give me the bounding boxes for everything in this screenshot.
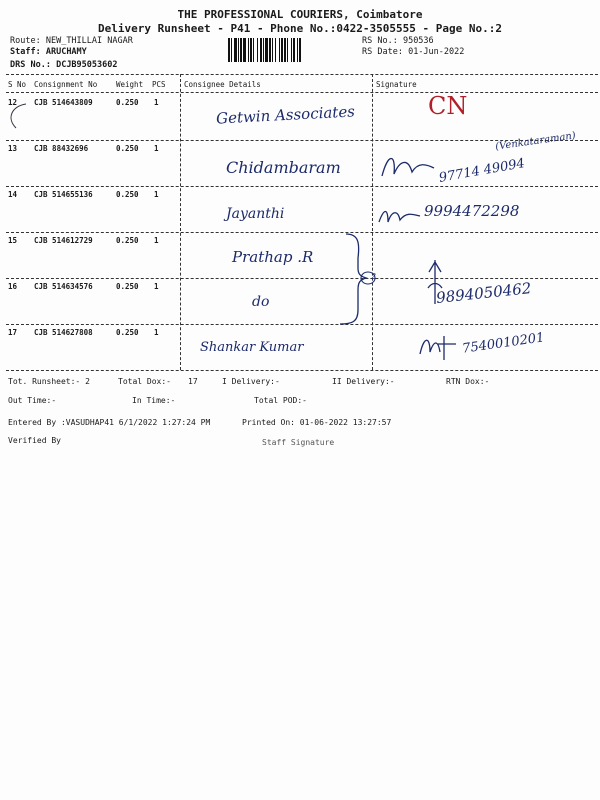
col-pcs: PCS	[152, 80, 166, 89]
row-consignment: CJB 514643809	[34, 98, 93, 107]
row-rule	[6, 186, 598, 187]
row-consignee-handwritten: Jayanthi	[226, 206, 285, 222]
signature-scribble	[416, 330, 466, 364]
bracket-number: 2	[371, 272, 377, 281]
col-consignee: Consignee Details	[184, 80, 261, 89]
row-sno: 14	[8, 190, 18, 199]
drs-label: DRS No.:	[10, 60, 51, 70]
staff-signature: Staff Signature	[262, 438, 335, 447]
col-weight: Weight	[116, 80, 144, 89]
total-dox-label: Total Dox:-	[118, 377, 171, 386]
runsheet-subtitle: Delivery Runsheet - P41 - Phone No.:0422-3505555 - Page No.:2	[98, 22, 502, 35]
row-consignee-handwritten: do	[252, 294, 270, 310]
ii-delivery: II Delivery:-	[332, 377, 395, 386]
row-pcs: 1	[154, 236, 159, 245]
row-weight: 0.250	[116, 282, 139, 291]
row-phone-handwritten: 9894050462	[435, 279, 533, 307]
drs-value: DCJB95053602	[56, 60, 118, 70]
row-sno: 12	[8, 98, 18, 107]
printed-on: Printed On: 01-06-2022 13:27:57	[242, 418, 392, 427]
staff-label: Staff:	[10, 47, 41, 57]
row-signature-name: (Venkataraman)	[494, 130, 577, 153]
in-time: In Time:-	[132, 396, 176, 405]
table-header-rule	[6, 92, 598, 93]
col-signature: Signature	[376, 80, 417, 89]
col-sno: S No	[8, 80, 27, 89]
signature-scribble	[376, 202, 424, 230]
row-consignment: CJB 514627808	[34, 328, 93, 337]
row-pcs: 1	[154, 190, 159, 199]
out-time: Out Time:-	[8, 396, 57, 405]
rtn-dox: RTN Dox:-	[446, 377, 490, 386]
rs-date-line	[362, 47, 464, 57]
row-sno: 17	[8, 328, 18, 337]
row-phone-handwritten: 7540010201	[461, 330, 546, 357]
row-sno: 15	[8, 236, 18, 245]
signature-scribble	[378, 148, 438, 184]
rs-no-label: RS No.:	[362, 36, 398, 46]
row-weight: 0.250	[116, 328, 139, 337]
rs-date-value: 01-Jun-2022	[408, 47, 465, 57]
tot-runsheet: Tot. Runsheet:- 2	[8, 377, 90, 386]
rs-no-line	[362, 36, 434, 46]
row-consignee-handwritten: Prathap .R	[232, 248, 314, 266]
total-pod: Total POD:-	[254, 396, 307, 405]
row-consignee-handwritten: Chidambaram	[226, 158, 341, 177]
row-consignment: CJB 514612729	[34, 236, 93, 245]
col-consignment: Consignment No	[34, 80, 98, 89]
column-divider	[180, 74, 181, 370]
row-phone-handwritten: 97714 49094	[437, 156, 526, 186]
row-weight: 0.250	[116, 144, 139, 153]
row-rule	[6, 324, 598, 325]
company-title: THE PROFESSIONAL COURIERS, Coimbatore	[177, 8, 423, 21]
pen-mark	[4, 100, 34, 134]
i-delivery: I Delivery:-	[222, 377, 280, 386]
barcode	[228, 38, 356, 62]
row-phone-handwritten: 9994472298	[424, 202, 520, 220]
row-weight: 0.250	[116, 236, 139, 245]
row-rule	[6, 278, 598, 279]
row-rule	[6, 232, 598, 233]
staff-value: ARUCHAMY	[45, 47, 87, 57]
route-value: NEW_THILLAI NAGAR	[45, 36, 133, 46]
row-sno: 13	[8, 144, 18, 153]
row-consignment: CJB 514655136	[34, 190, 93, 199]
row-weight: 0.250	[116, 98, 139, 107]
table-top-rule	[6, 74, 598, 75]
row-consignee-handwritten: Shankar Kumar	[200, 340, 304, 355]
route-line	[10, 36, 133, 46]
row-pcs: 1	[154, 328, 159, 337]
row-pcs: 1	[154, 282, 159, 291]
drs-line	[10, 60, 118, 70]
verified-by: Verified By	[8, 436, 61, 445]
barcode-bar	[301, 38, 302, 62]
staff-line	[10, 47, 87, 57]
row-weight: 0.250	[116, 190, 139, 199]
row-consignment: CJB 88432696	[34, 144, 89, 153]
rs-no-value: 950536	[402, 36, 434, 46]
row-signature: CN	[428, 92, 468, 120]
entered-by: Entered By :VASUDHAP41 6/1/2022 1:27:24 PM	[8, 418, 211, 427]
row-consignment: CJB 514634576	[34, 282, 93, 291]
row-sno: 16	[8, 282, 18, 291]
table-bottom-rule	[6, 370, 598, 371]
total-dox-value: 17	[188, 377, 198, 386]
rs-date-label: RS Date:	[362, 47, 403, 57]
row-pcs: 1	[154, 98, 159, 107]
row-consignee-handwritten: Getwin Associates	[215, 102, 356, 128]
row-pcs: 1	[154, 144, 159, 153]
route-label: Route:	[10, 36, 41, 46]
